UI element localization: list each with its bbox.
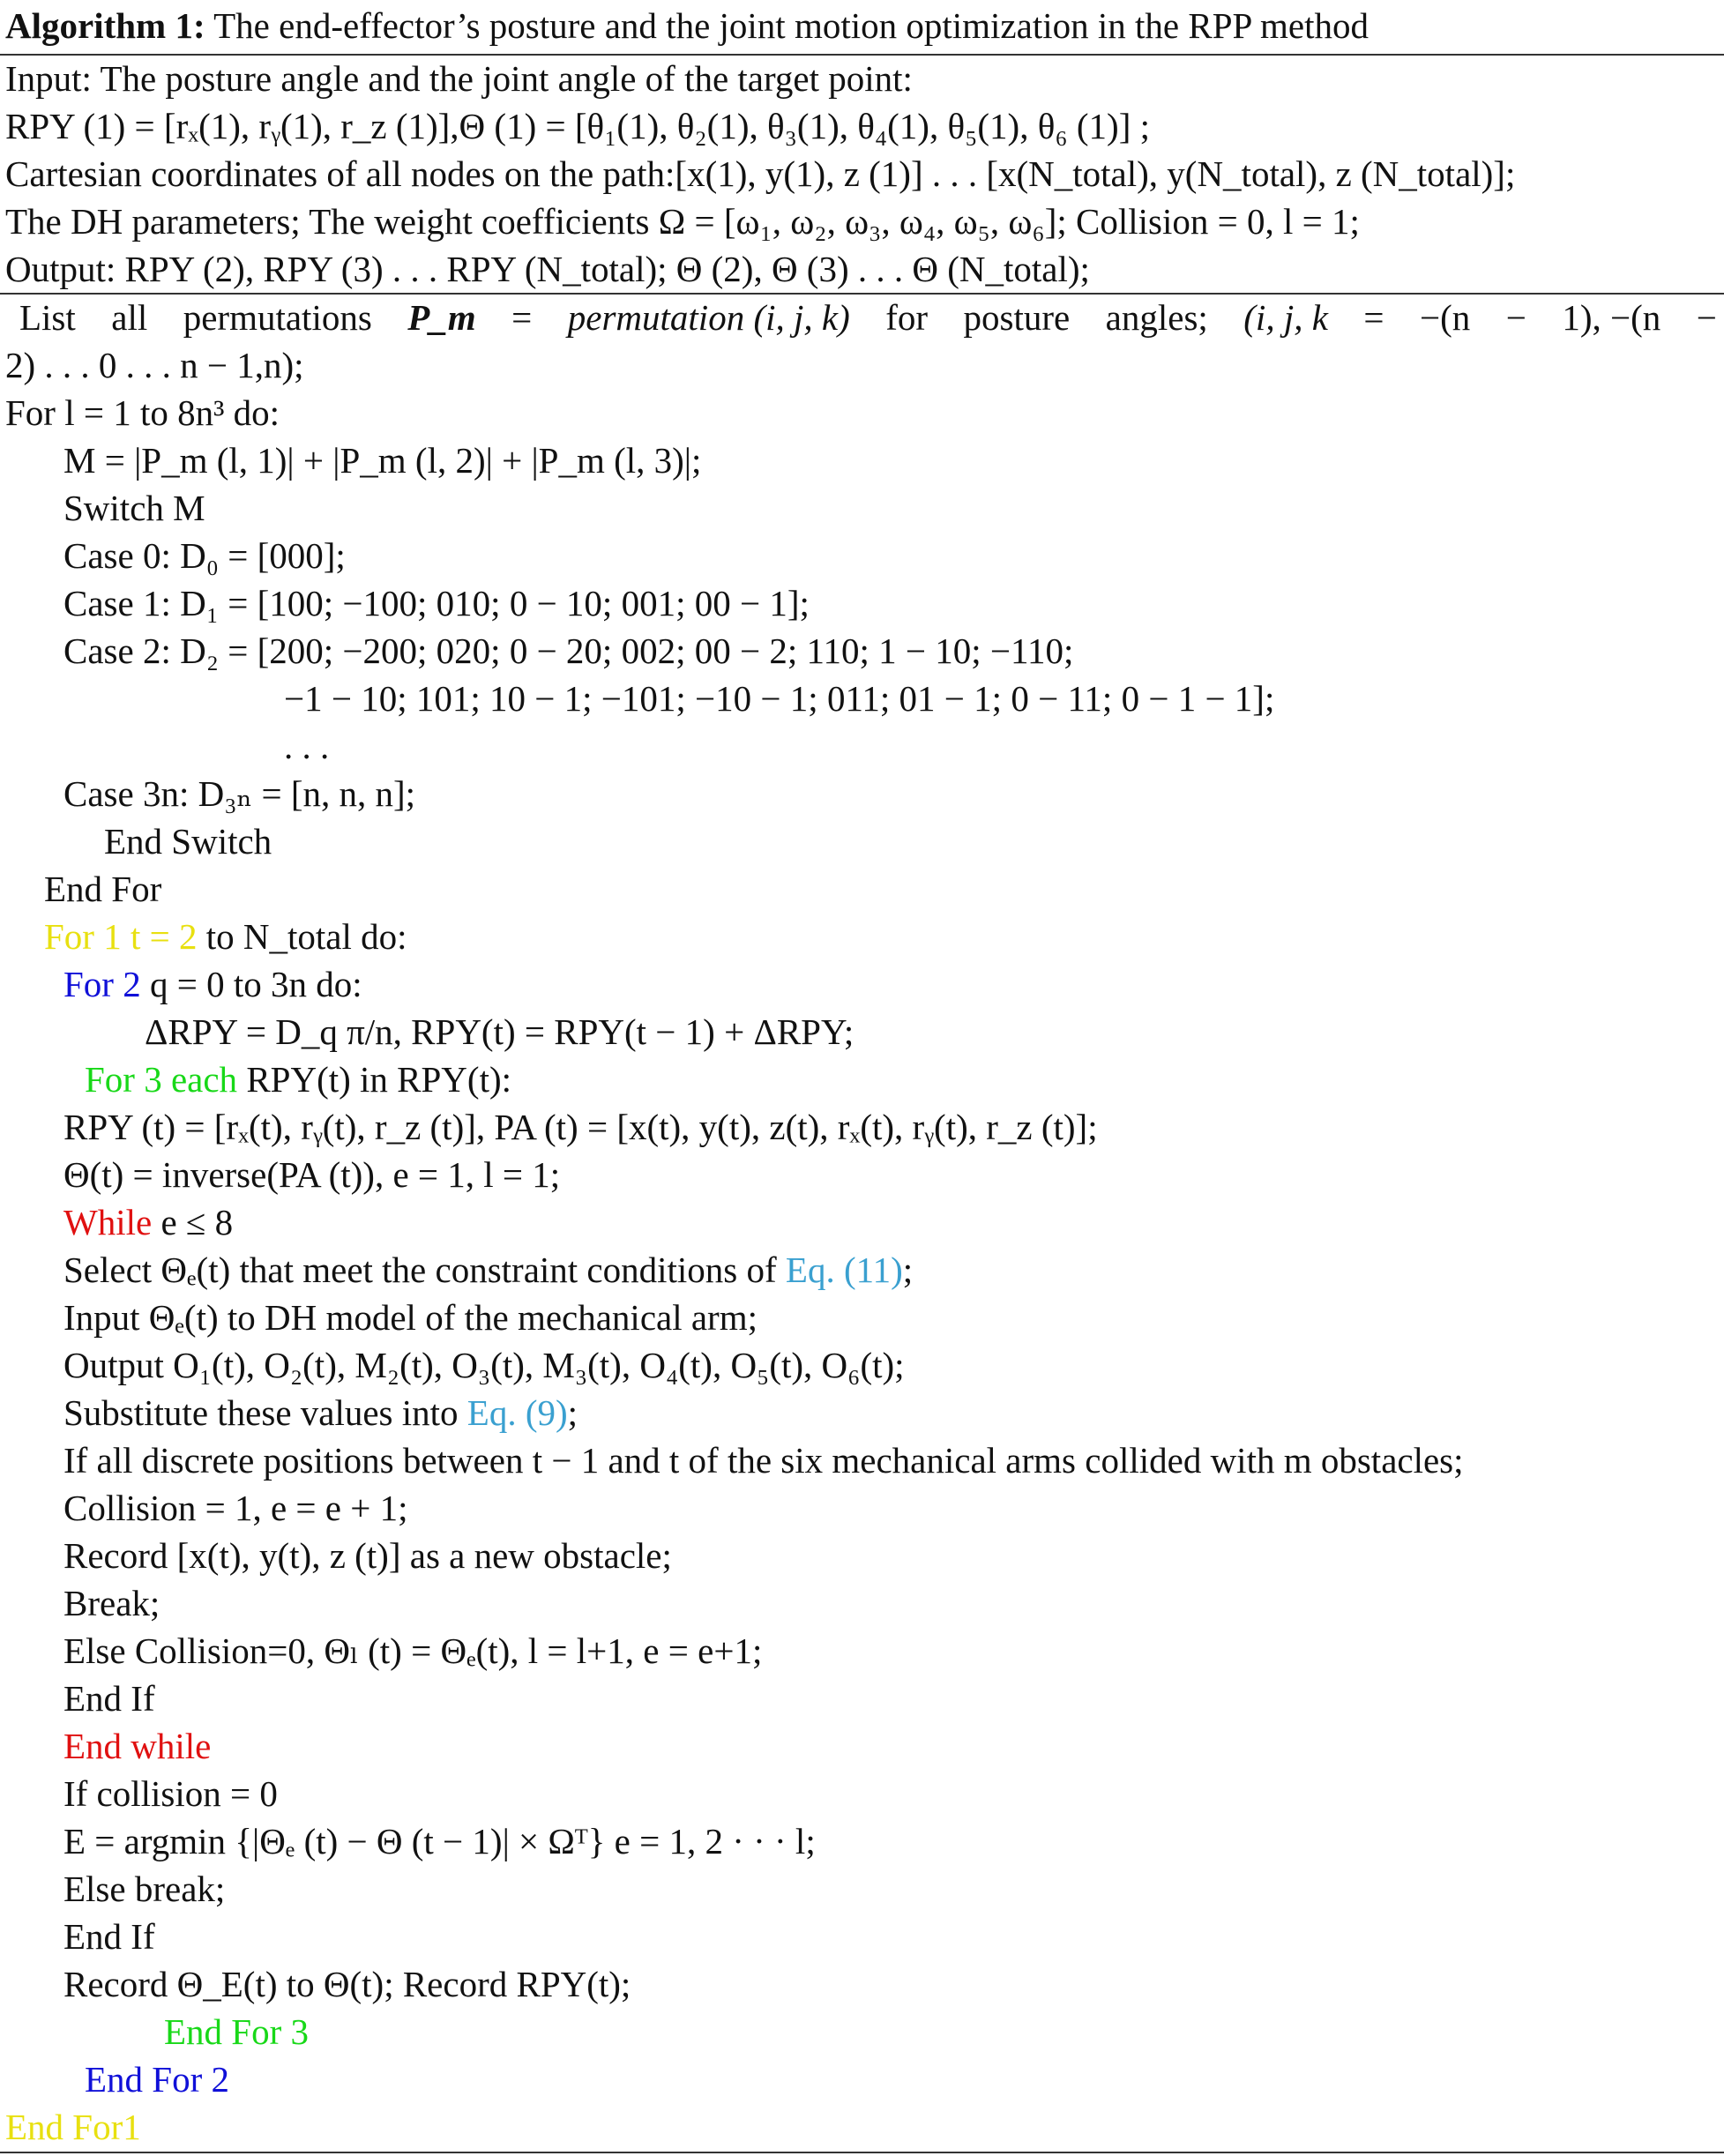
switch-m-line: Switch M bbox=[63, 488, 205, 528]
record-theta-line: Record Θ_E(t) to Θ(t); Record RPY(t); bbox=[63, 1964, 631, 2004]
while-line bbox=[63, 1200, 233, 1244]
end-while-line: End while bbox=[63, 1726, 212, 1766]
input-rpy-theta-line: RPY (1) = [rₓ(1), rᵧ(1), r_z (1)],Θ (1) = [θ₁(1), θ₂(1), θ₃(1), θ₄(1), θ₅(1), θ₆ (1)] ; bbox=[5, 106, 1150, 146]
algorithm-title-text: The end-effector’s posture and the joint motion optimization in the RPP method bbox=[213, 5, 1369, 46]
eq-9-link[interactable]: Eq. (9) bbox=[466, 1392, 568, 1433]
break-line: Break; bbox=[63, 1583, 160, 1623]
perm-word: − bbox=[1696, 297, 1717, 338]
argmin-line: E = argmin {|Θₑ (t) − Θ (t − 1)| × Ωᵀ} e = 1, 2 · · · l; bbox=[63, 1821, 816, 1861]
perm-word: all bbox=[111, 297, 148, 338]
perm-word: posture bbox=[963, 297, 1071, 338]
while-keyword: While bbox=[63, 1202, 153, 1242]
perm-word: 1), −(n bbox=[1562, 297, 1661, 338]
io-rule bbox=[0, 293, 1724, 295]
for-l-line: For l = 1 to 8n³ do: bbox=[5, 392, 280, 433]
case-2-line: Case 2: D₂ = [200; −200; 020; 0 − 20; 002; 00 − 2; 110; 1 − 10; −110; bbox=[63, 630, 1074, 671]
perm-word: = bbox=[1363, 297, 1384, 338]
permutation-line bbox=[19, 295, 1717, 339]
algorithm-label: Algorithm 1: bbox=[5, 5, 205, 46]
end-for-3-line: End For 3 bbox=[164, 2011, 309, 2052]
for-2-rest: q = 0 to 3n do: bbox=[140, 964, 362, 1004]
for-2-keyword: For 2 bbox=[63, 964, 141, 1004]
case-1-line: Case 1: D₁ = [100; −100; 010; 0 − 10; 001; 00 − 1]; bbox=[63, 583, 810, 623]
perm-word: permutations bbox=[183, 297, 372, 338]
input-cartesian-line: Cartesian coordinates of all nodes on the path:[x(1), y(1), z (1)] . . . [x(N_total), y(N_total), z (N_total)]; bbox=[5, 153, 1516, 194]
output-line: Output: RPY (2), RPY (3) . . . RPY (N_total); Θ (2), Θ (3) . . . Θ (N_total); bbox=[5, 249, 1090, 289]
else-collision-line: Else Collision=0, Θₗ (t) = Θₑ(t), l = l+1, e = e+1; bbox=[63, 1630, 763, 1671]
eq-11-link[interactable]: Eq. (11) bbox=[785, 1250, 903, 1290]
substitute-end: ; bbox=[567, 1392, 578, 1433]
output-points-line: Output O₁(t), O₂(t), M₂(t), O₃(t), M₃(t), O₄(t), O₅(t), O₆(t); bbox=[63, 1345, 905, 1385]
for-1-rest: to N_total do: bbox=[197, 916, 407, 957]
permutation-continued-line: 2) . . . 0 . . . n − 1,n); bbox=[5, 345, 304, 385]
input-theta-line: Input Θₑ(t) to DH model of the mechanical arm; bbox=[63, 1297, 758, 1338]
for-1-line bbox=[44, 914, 407, 959]
bottom-rule bbox=[0, 2152, 1724, 2153]
record-obstacle-line: Record [x(t), y(t), z (t)] as a new obstacle; bbox=[63, 1535, 672, 1576]
rpy-t-line: RPY (t) = [rₓ(t), rᵧ(t), r_z (t)], PA (t) = [x(t), y(t), z(t), rₓ(t), rᵧ(t), r_z (t)]; bbox=[63, 1107, 1098, 1147]
algorithm-title bbox=[5, 4, 1369, 48]
theta-inverse-line: Θ(t) = inverse(PA (t)), e = 1, l = 1; bbox=[63, 1154, 561, 1195]
if-all-collided-line: If all discrete positions between t − 1 and t of the six mechanical arms collided with m obstacles; bbox=[63, 1440, 1464, 1481]
perm-word: angles; bbox=[1105, 297, 1208, 338]
title-rule bbox=[0, 54, 1724, 56]
substitute-text: Substitute these values into bbox=[63, 1392, 467, 1433]
case-3n-line: Case 3n: D₃ₙ = [n, n, n]; bbox=[63, 773, 416, 814]
ellipsis-line: . . . bbox=[284, 726, 330, 766]
end-for-1-line: End For1 bbox=[5, 2107, 141, 2147]
select-text: Select Θₑ(t) that meet the constraint conditions of bbox=[63, 1250, 786, 1290]
else-break-line: Else break; bbox=[63, 1869, 226, 1909]
case-2-continued-line: −1 − 10; 101; 10 − 1; −101; −10 − 1; 011; 01 − 1; 0 − 11; 0 − 1 − 1]; bbox=[284, 678, 1275, 719]
input-line: Input: The posture angle and the joint angle of the target point: bbox=[5, 58, 913, 99]
for-3-keyword: For 3 each bbox=[85, 1059, 238, 1100]
m-equation-line: M = |P_m (l, 1)| + |P_m (l, 2)| + |P_m (l, 3)|; bbox=[63, 440, 702, 481]
perm-word: (i, j, k bbox=[1243, 297, 1328, 338]
substitute-line bbox=[63, 1391, 578, 1435]
collision-set-line: Collision = 1, e = e + 1; bbox=[63, 1488, 408, 1528]
select-theta-line bbox=[63, 1248, 913, 1292]
perm-word: − bbox=[1505, 297, 1526, 338]
end-if-line: End If bbox=[63, 1678, 155, 1719]
perm-word: P_m bbox=[407, 297, 476, 338]
for-3-line bbox=[85, 1057, 511, 1101]
for-2-line bbox=[63, 962, 362, 1006]
end-for-line: End For bbox=[44, 869, 162, 909]
while-condition: e ≤ 8 bbox=[152, 1202, 234, 1242]
end-for-2-line: End For 2 bbox=[85, 2059, 229, 2100]
if-collision-line: If collision = 0 bbox=[63, 1773, 278, 1814]
perm-word: = bbox=[511, 297, 533, 338]
perm-word: for bbox=[885, 297, 929, 338]
end-switch-line: End Switch bbox=[104, 821, 272, 862]
delta-rpy-line: ΔRPY = D_q π/n, RPY(t) = RPY(t − 1) + ΔRPY; bbox=[145, 1011, 855, 1052]
case-0-line: Case 0: D₀ = [000]; bbox=[63, 535, 346, 576]
perm-word: −(n bbox=[1419, 297, 1471, 338]
for-1-keyword: For 1 t = 2 bbox=[44, 916, 198, 957]
input-dh-weights-line: The DH parameters; The weight coefficients Ω = [ω₁, ω₂, ω₃, ω₄, ω₅, ω₆]; Collision = 0, l = 1; bbox=[5, 201, 1360, 242]
perm-word: permutation (i, j, k) bbox=[567, 297, 850, 338]
end-if-line-2: End If bbox=[63, 1916, 155, 1957]
perm-word: List bbox=[19, 297, 76, 338]
for-3-rest: RPY(t) in RPY(t): bbox=[237, 1059, 512, 1100]
select-end: ; bbox=[902, 1250, 914, 1290]
